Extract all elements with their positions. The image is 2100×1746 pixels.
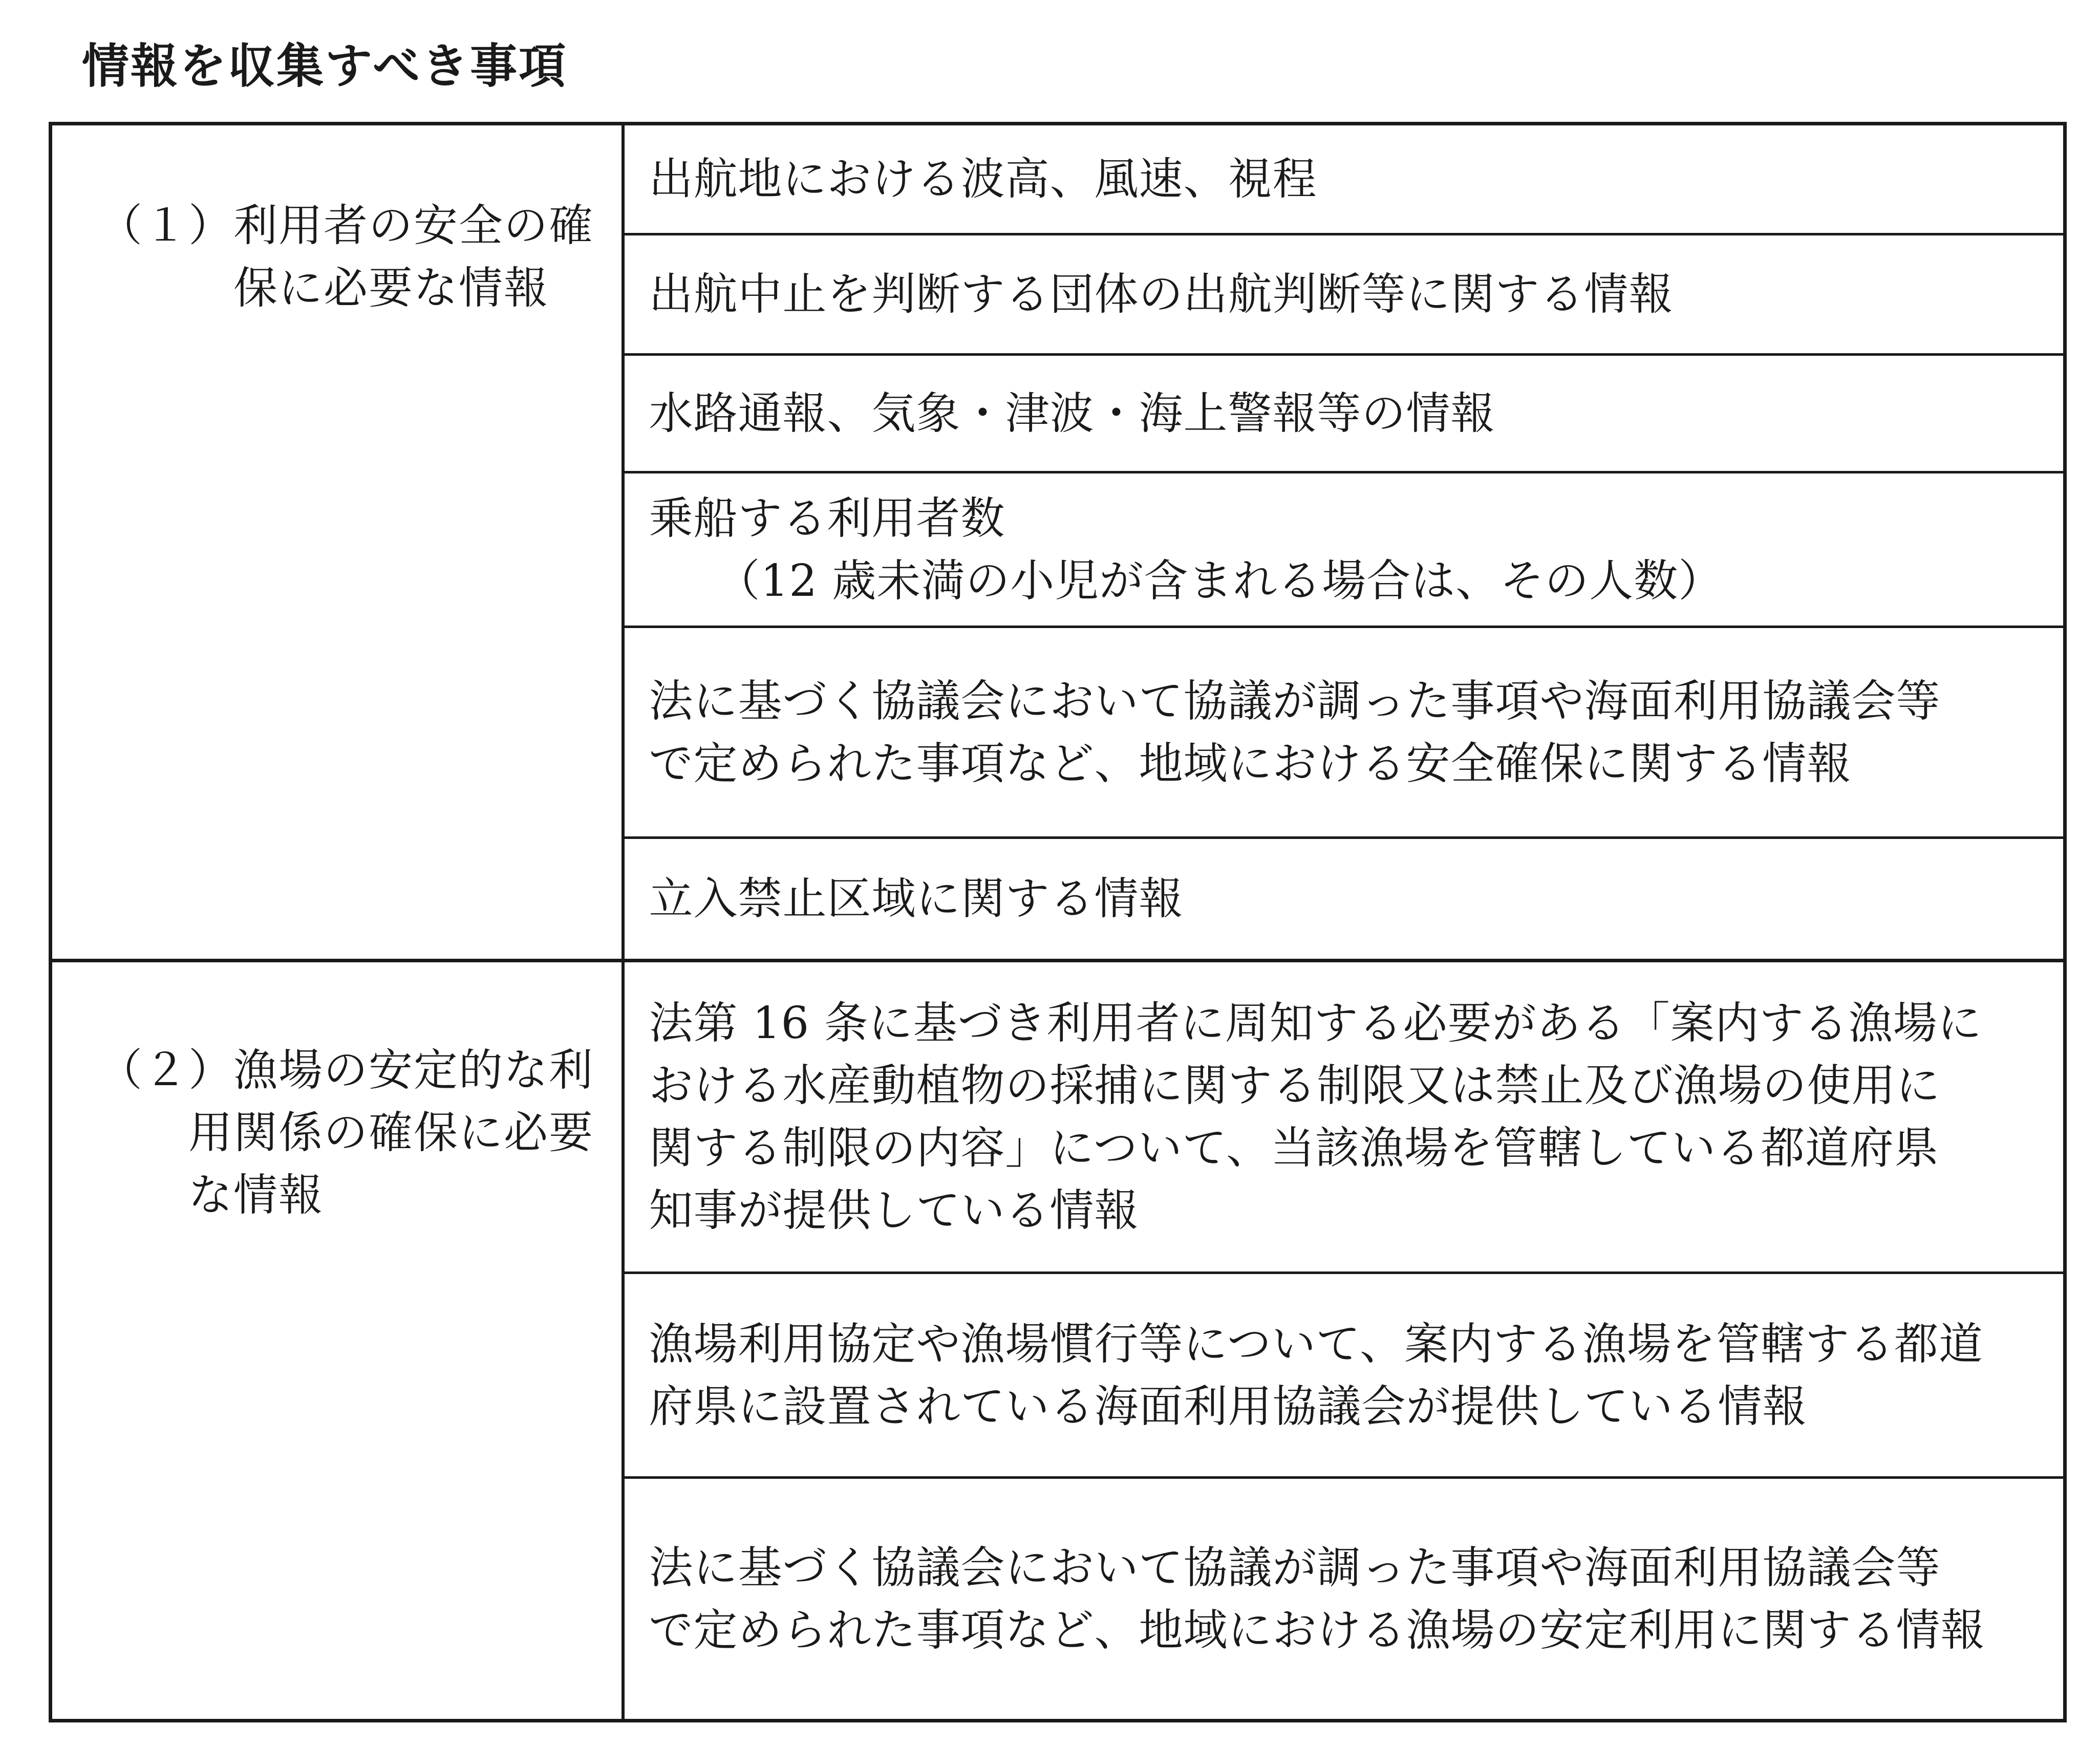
item-text: 立入禁止区域に関する情報 (649, 873, 1184, 924)
item-text: 法に基づく協議会において協議が調った事項や海面利用協議会等 で定められた事項など、地域における漁場の安定利用に関する情報 (649, 1542, 1985, 1656)
item-text: 出航地における波高、風速、視程 (649, 154, 1317, 205)
table-row (51, 124, 2065, 234)
item-cell (623, 355, 2065, 472)
item-cell (623, 1273, 2065, 1478)
category-cell-safety (51, 124, 623, 961)
item-text: 漁場利用協定や漁場慣行等について、案内する漁場を管轄する都道 府県に設置されている海面利用協議会が提供している情報 (649, 1318, 1984, 1432)
item-cell (623, 961, 2065, 1273)
item-cell (623, 838, 2065, 961)
category-label: （２）漁場の安定的な利 用関係の確保に必要 な情報 (98, 1045, 594, 1221)
item-cell (623, 234, 2065, 355)
info-collection-table (49, 122, 2067, 1722)
document-title: 情報を収集すべき事項 (82, 39, 568, 94)
category-label: （１）利用者の安全の確 保に必要な情報 (98, 200, 594, 314)
item-cell (623, 472, 2065, 627)
item-text: 出航中止を判断する団体の出航判断等に関する情報 (649, 269, 1674, 320)
item-text: 水路通報、気象・津波・海上警報等の情報 (649, 387, 1495, 439)
item-cell (623, 124, 2065, 234)
item-text: 法第 16 条に基づき利用者に周知する必要がある「案内する漁場に おける水産動植物の採捕に関する制限又は禁止及び漁場の使用に 関する制限の内容」について、当該漁場を管轄している都道府県 知事が提供している情報 (649, 998, 1982, 1236)
item-cell (623, 1478, 2065, 1721)
item-text: 法に基づく協議会において協議が調った事項や海面利用協議会等 で定められた事項など、地域における安全確保に関する情報 (649, 675, 1941, 789)
category-cell-fishing-ground (51, 961, 623, 1721)
table-row (51, 961, 2065, 1273)
item-cell (623, 627, 2065, 838)
item-text: 乗船する利用者数 （12 歳未満の小児が含まれる場合は、その人数） (649, 492, 1723, 607)
